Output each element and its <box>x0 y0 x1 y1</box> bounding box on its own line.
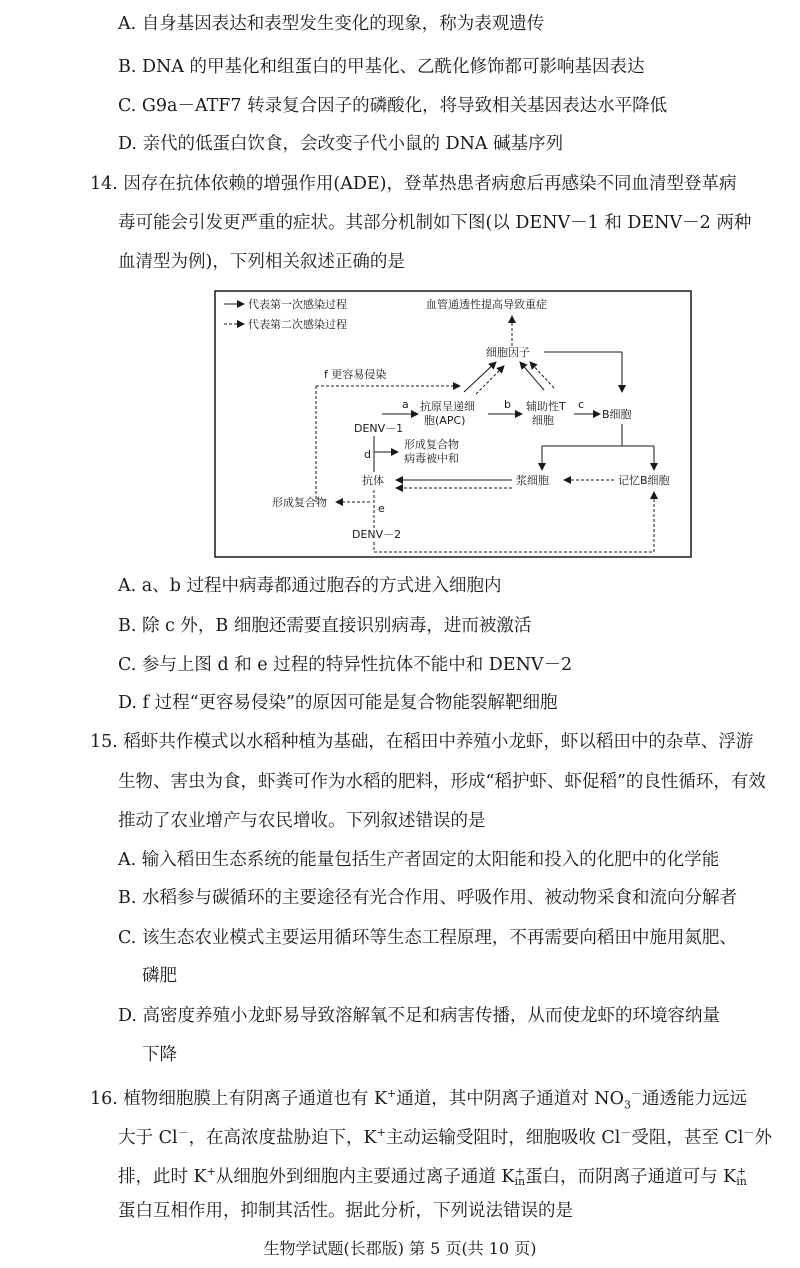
q16-l3-kin-top: + <box>515 1165 525 1179</box>
q16-l1-sub: 3 <box>623 1098 631 1112</box>
q16-stem-line3 <box>118 1160 747 1189</box>
q16-l2-sup: － <box>177 1126 189 1139</box>
denv1-label: DENV－1 <box>354 422 404 435</box>
complex-neutral-label-2: 病毒被中和 <box>404 452 459 465</box>
q15-option-b: B. 水稻参与碳循环的主要途径有光合作用、呼吸作用、被动物采食和流向分解者 <box>118 888 737 908</box>
q16-l3-b: 从细胞外到细胞内主要通过离子通道 K <box>215 1166 515 1187</box>
q16-l3-a: 排，此时 K <box>118 1166 207 1187</box>
q16-stem-line4: 蛋白互相作用，抑制其活性。据此分析，下列说法错误的是 <box>118 1201 573 1221</box>
q16-l3-kin-bot: in <box>514 1175 526 1189</box>
complex-neutral-label-1: 形成复合物 <box>404 438 459 451</box>
q16-l2-sup2: + <box>376 1126 386 1139</box>
q14-stem-line2: 毒可能会引发更严重的症状。其部分机制如下图(以 DENV－1 和 DENV－2 两种 <box>118 213 752 233</box>
d-label: d <box>364 448 371 461</box>
apc-to-cytokine-arrow <box>464 362 496 392</box>
apc-label-2: 胞(APC) <box>424 414 466 427</box>
q14-option-b: B. 除 c 外，B 细胞还需要直接识别病毒，进而被激活 <box>118 616 532 636</box>
q15-option-c-cont: 磷肥 <box>142 966 177 986</box>
q16-l3-kin2-top: + <box>736 1165 747 1179</box>
ade-mechanism-diagram <box>214 290 692 558</box>
q16-l2-d: 受阻，甚至 Cl <box>631 1127 744 1148</box>
q16-l1-c: 通透能力远远 <box>641 1088 747 1109</box>
q16-l2-sup3: － <box>620 1126 632 1139</box>
q16-l2-sup4: － <box>743 1126 755 1139</box>
q15-stem-line3: 推动了农业增产与农民增收。下列叙述错误的是 <box>118 811 486 831</box>
q14-stem-line1: 14. 因存在抗体依赖的增强作用(ADE)，登革热患者病愈后再感染不同血清型登革病 <box>90 174 737 194</box>
q15-option-c: C. 该生态农业模式主要运用循环等生态工程原理，不再需要向稻田中施用氮肥、 <box>118 928 737 948</box>
q16-l2-c: 主动运输受阻时，细胞吸收 Cl <box>385 1127 621 1148</box>
legend-second-label: 代表第二次感染过程 <box>248 318 347 331</box>
th-label-2: 细胞 <box>532 414 554 427</box>
vascular-label: 血管通透性提高导致重症 <box>426 298 547 311</box>
q15-stem-line1: 15. 稻虾共作模式以水稻种植为基础，在稻田中养殖小龙虾，虾以稻田中的杂草、浮游 <box>90 732 754 752</box>
page-footer: 生物学试题(长郡版) 第 5 页(共 10 页) <box>263 1239 537 1258</box>
q15-option-d-cont: 下降 <box>142 1045 177 1065</box>
q16-l2-a: 大于 Cl <box>118 1127 178 1148</box>
apc-label-1: 抗原呈递细 <box>420 400 475 413</box>
q16-l3-kin <box>515 1167 526 1187</box>
apc-to-cytokine-dashed <box>476 366 504 394</box>
cytokine-label: 细胞因子 <box>486 346 530 359</box>
q14-option-d: D. f 过程“更容易侵染”的原因可能是复合物能裂解靶细胞 <box>118 693 558 713</box>
b-label: b <box>504 398 511 411</box>
plasma-label: 浆细胞 <box>516 474 549 487</box>
q13-option-c: C. G9a－ATF7 转录复合因子的磷酸化，将导致相关基因表达水平降低 <box>118 96 668 116</box>
q14-option-c: C. 参与上图 d 和 e 过程的特异性抗体不能中和 DENV－2 <box>118 655 573 675</box>
q16-stem-line2 <box>118 1121 772 1150</box>
q16-l1-a: 16. 植物细胞膜上有阴离子通道也有 K <box>90 1088 388 1109</box>
q16-l2-b: ，在高浓度盐胁迫下，K <box>188 1127 377 1148</box>
q16-l3-kin2 <box>736 1167 747 1187</box>
q14-stem-line3: 血清型为例)，下列相关叙述正确的是 <box>118 252 405 272</box>
f-label: f 更容易侵染 <box>324 368 387 381</box>
q14-option-a: A. a、b 过程中病毒都通过胞吞的方式进入细胞内 <box>118 576 502 596</box>
q16-l3-kin2-bot: in <box>736 1175 747 1189</box>
q13-option-b: B. DNA 的甲基化和组蛋白的甲基化、乙酰化修饰都可影响基因表达 <box>118 57 645 77</box>
q15-stem-line2: 生物、害虫为食，虾粪可作为水稻的肥料，形成“稻护虾、虾促稻”的良性循环，有效 <box>118 772 766 792</box>
q16-l3-sup: + <box>206 1165 216 1178</box>
a-label: a <box>402 398 409 411</box>
th-label-1: 辅助性T <box>526 400 566 413</box>
c-label: c <box>578 398 585 411</box>
antibody-label: 抗体 <box>362 474 384 487</box>
memory-label: 记忆B细胞 <box>618 474 670 487</box>
q13-option-d: D. 亲代的低蛋白饮食，会改变子代小鼠的 DNA 碱基序列 <box>118 134 564 154</box>
q16-l1-sup: + <box>387 1087 397 1100</box>
legend-first-label: 代表第一次感染过程 <box>248 298 347 311</box>
q16-l1-b: 通道，其中阴离子通道对 NO <box>396 1088 624 1109</box>
e-label: e <box>378 502 385 515</box>
denv2-label: DENV－2 <box>352 528 402 541</box>
th-to-cytokine-arrow <box>520 362 544 390</box>
q13-option-a: A. 自身基因表达和表型发生变化的现象，称为表观遗传 <box>118 14 545 34</box>
q16-l2-e: 外 <box>754 1127 772 1148</box>
complex-label: 形成复合物 <box>272 496 327 509</box>
q16-stem-line1 <box>90 1082 747 1117</box>
q15-option-d: D. 高密度养殖小龙虾易导致溶解氧不足和病害传播，从而使龙虾的环境容纳量 <box>118 1006 721 1026</box>
th-to-cytokine-dashed <box>530 362 554 388</box>
q16-l1-sup2: － <box>630 1087 642 1100</box>
bcell-label: B细胞 <box>602 408 632 421</box>
q15-option-a: A. 输入稻田生态系统的能量包括生产者固定的太阳能和投入的化肥中的化学能 <box>118 850 720 870</box>
q16-l3-c: 蛋白，而阴离子通道可与 K <box>525 1166 737 1187</box>
